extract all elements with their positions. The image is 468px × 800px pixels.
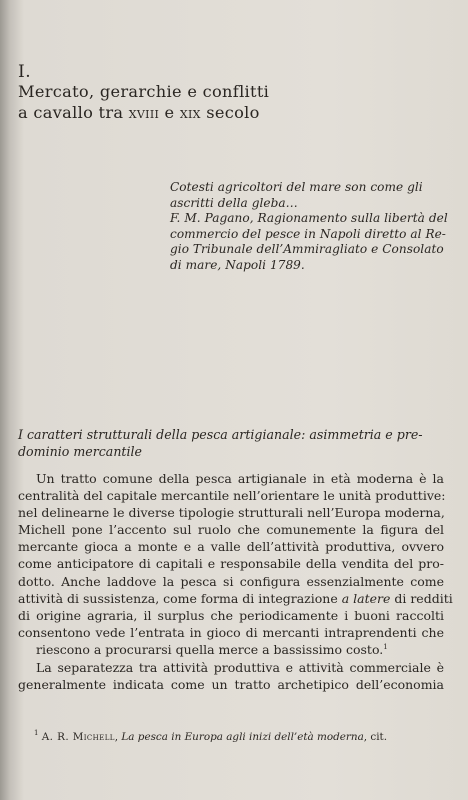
- chapter-number: I.: [18, 62, 32, 82]
- paragraph-line: generalmente indicata come un tratto archetipico dell’economia: [18, 677, 444, 693]
- paragraph-line: dotto. Anche laddove la pesca si configura essenzialmente come: [18, 573, 444, 589]
- section-heading-line: dominio mercantile: [18, 444, 142, 459]
- footnote-reference[interactable]: 1: [383, 642, 388, 651]
- paragraph-line: riescono a procurarsi quella merce a bassissimo costo.$^1$: [36, 641, 388, 657]
- paragraph-line: centralità del capitale mercantile nell’orientare le unità produttive:: [18, 488, 446, 504]
- paragraph-line: La separatezza tra attività produttiva e attività commerciale è: [36, 660, 444, 676]
- paragraph-line: nel delinearne le diverse tipologie strutturali nell’Europa moderna,: [18, 505, 445, 521]
- epigraph-attribution-line: commercio del pesce in Napoli diretto al Re-: [170, 226, 446, 241]
- footnote: $^1$ A. R. Michell, La pesca in Europa agli inizi dell’età moderna, cit.: [34, 729, 388, 743]
- epigraph: [170, 180, 460, 273]
- paragraph-line: mercante gioca a monte e a valle dell’attività produttiva, ovvero: [18, 539, 444, 555]
- epigraph-attribution-line: F. M. Pagano, Ragionamento sulla libertà del: [170, 211, 448, 225]
- epigraph-attribution-line: gio Tribunale dell’Ammiragliato e Consolato: [170, 242, 444, 256]
- paragraph-line: come anticipatore di capitali e responsabile della vendita del pro-: [18, 556, 444, 572]
- footnote-title: La pesca in Europa agli inizi dell’età moderna: [121, 731, 364, 743]
- paragraph-line: attività di sussistenza, come forma di integrazione a latere di redditi: [18, 590, 453, 606]
- section-heading: [18, 426, 448, 460]
- paragraph-line: di origine agraria, il surplus che periodicamente i buoni raccolti: [18, 607, 444, 623]
- paragraph-line: Michell pone l’accento sul ruolo che comunemente la figura del: [18, 522, 444, 538]
- epigraph-line: ascritti della gleba…: [170, 195, 298, 210]
- footnote-number: 1: [34, 729, 39, 737]
- section-heading-line: I caratteri strutturali della pesca artigianale: asimmetria e pre-: [18, 427, 423, 442]
- epigraph-attribution-line: di mare, Napoli 1789.: [170, 257, 305, 272]
- epigraph-line: Cotesti agricoltori del mare son come gli: [170, 180, 423, 194]
- chapter-title-line-1: Mercato, gerarchie e conflitti: [18, 82, 270, 101]
- paragraph-line: Un tratto comune della pesca artigianale in età moderna è la: [36, 471, 444, 486]
- paragraph-line: consentono vede l’entrata in gioco di mercanti intraprendenti che: [18, 624, 444, 640]
- body-text: [18, 470, 453, 693]
- chapter-title-line-2: a cavallo tra xviii e xix secolo: [18, 103, 260, 122]
- footnote-author: A. R. Michell: [41, 731, 115, 743]
- chapter-title: [18, 81, 438, 124]
